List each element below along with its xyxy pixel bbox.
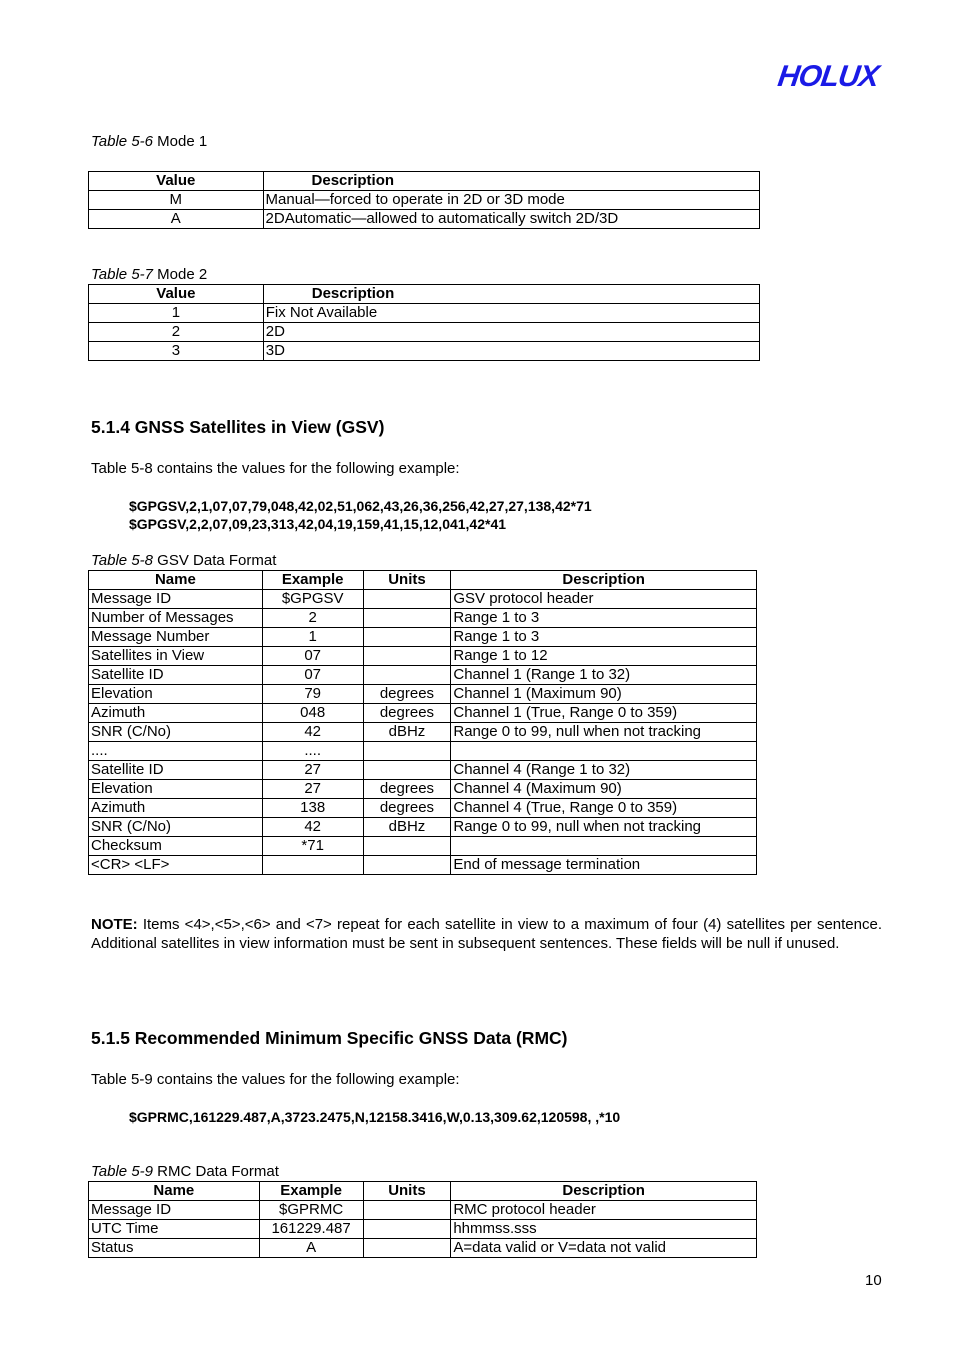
table-cell [451, 837, 757, 856]
table-cell: Satellite ID [89, 761, 263, 780]
table-cell: 3 [89, 342, 264, 361]
table-cell [451, 742, 757, 761]
table-row [89, 742, 757, 761]
table-row [89, 723, 757, 742]
gsv-note [91, 915, 882, 953]
note-text: Items <4>,<5>,<6> and <7> repeat for each satellite in view to a maximum of four (4) satellites per sentence. Additional satellites in view information must be sent in subsequent sentences. These fields will be null if unused. [91, 916, 883, 952]
note-label: NOTE: [91, 916, 138, 933]
table-cell: A [259, 1239, 363, 1258]
gsv-code-line-2: $GPGSV,2,2,07,09,23,313,42,04,19,159,41,15,12,041,42*41 [129, 516, 507, 532]
table-cell: Channel 4 (Maximum 90) [451, 780, 757, 799]
table-row [89, 837, 757, 856]
table-cell: 2 [262, 609, 363, 628]
table-cell: .... [262, 742, 363, 761]
caption-title: Mode 1 [157, 133, 208, 150]
table-cell: $GPGSV [262, 590, 363, 609]
table-row [89, 799, 757, 818]
table-cell: Channel 1 (Range 1 to 32) [451, 666, 757, 685]
table-row [89, 1239, 757, 1258]
column-header: Units [363, 571, 451, 590]
table-cell: Checksum [89, 837, 263, 856]
table-cell: Message ID [89, 1201, 260, 1220]
table-cell: Range 1 to 12 [451, 647, 757, 666]
table-5-9 [88, 1181, 757, 1258]
table-cell: degrees [363, 685, 451, 704]
rmc-intro: Table 5-9 contains the values for the following example: [91, 1071, 460, 1088]
table-cell: 2DAutomatic—allowed to automatically switch 2D/3D [263, 210, 759, 229]
table-cell: Satellites in View [89, 647, 263, 666]
table-row [89, 780, 757, 799]
table-header-row [89, 571, 757, 590]
table-header-row [89, 172, 760, 191]
table-cell: End of message termination [451, 856, 757, 875]
table-cell: SNR (C/No) [89, 818, 263, 837]
caption-label: Table 5-8 [91, 552, 153, 569]
table-cell [363, 628, 451, 647]
table-cell: SNR (C/No) [89, 723, 263, 742]
caption-title: RMC Data Format [157, 1163, 279, 1180]
column-header: Name [89, 1182, 260, 1201]
caption-label: Table 5-9 [91, 1163, 153, 1180]
table-cell [363, 647, 451, 666]
table-cell: 1 [89, 304, 264, 323]
table-cell: degrees [363, 704, 451, 723]
column-header: Units [363, 1182, 451, 1201]
table-row [89, 704, 757, 723]
table-cell: degrees [363, 799, 451, 818]
table-cell: A=data valid or V=data not valid [451, 1239, 757, 1258]
table-cell: 27 [262, 780, 363, 799]
table-row [89, 856, 757, 875]
table-row [89, 685, 757, 704]
table-cell: Manual—forced to operate in 2D or 3D mode [263, 191, 759, 210]
table-cell: Message ID [89, 590, 263, 609]
table-cell: Range 1 to 3 [451, 609, 757, 628]
table-cell: 27 [262, 761, 363, 780]
table-cell: .... [89, 742, 263, 761]
gsv-intro: Table 5-8 contains the values for the following example: [91, 460, 460, 477]
table-cell: 048 [262, 704, 363, 723]
table-cell: 07 [262, 666, 363, 685]
table-cell: Range 0 to 99, null when not tracking [451, 818, 757, 837]
table-5-7-caption [91, 266, 207, 284]
table-cell: $GPRMC [259, 1201, 363, 1220]
table-row [89, 1220, 757, 1239]
table-cell: GSV protocol header [451, 590, 757, 609]
table-row [89, 191, 760, 210]
table-cell: 2 [89, 323, 264, 342]
table-row [89, 210, 760, 229]
column-header: Example [259, 1182, 363, 1201]
table-cell: Number of Messages [89, 609, 263, 628]
table-cell: 2D [263, 323, 759, 342]
table-cell: Range 1 to 3 [451, 628, 757, 647]
table-row [89, 818, 757, 837]
table-row [89, 342, 760, 361]
table-row [89, 647, 757, 666]
table-row [89, 323, 760, 342]
table-cell: dBHz [363, 723, 451, 742]
table-cell: RMC protocol header [451, 1201, 757, 1220]
table-cell [363, 590, 451, 609]
column-header: Description [263, 285, 759, 304]
table-5-8-caption [91, 552, 276, 570]
table-5-6 [88, 171, 760, 229]
table-cell [363, 1220, 451, 1239]
column-header: Value [89, 285, 264, 304]
table-cell: Azimuth [89, 799, 263, 818]
section-heading-gsv: 5.1.4 GNSS Satellites in View (GSV) [91, 417, 385, 437]
table-cell: 42 [262, 818, 363, 837]
table-cell: 07 [262, 647, 363, 666]
holux-logo: HOLUX [775, 60, 881, 93]
table-cell: A [89, 210, 264, 229]
table-row [89, 1201, 757, 1220]
table-cell: Fix Not Available [263, 304, 759, 323]
caption-title: Mode 2 [157, 266, 208, 283]
table-cell [363, 609, 451, 628]
table-row [89, 666, 757, 685]
table-cell: 3D [263, 342, 759, 361]
caption-label: Table 5-7 [91, 266, 153, 283]
table-cell: Message Number [89, 628, 263, 647]
table-cell: Range 0 to 99, null when not tracking [451, 723, 757, 742]
table-cell: 79 [262, 685, 363, 704]
table-cell: Channel 1 (True, Range 0 to 359) [451, 704, 757, 723]
table-cell [363, 742, 451, 761]
table-cell [363, 1239, 451, 1258]
table-row [89, 628, 757, 647]
table-cell: 1 [262, 628, 363, 647]
table-row [89, 590, 757, 609]
table-cell: <CR> <LF> [89, 856, 263, 875]
column-header: Name [89, 571, 263, 590]
table-cell: *71 [262, 837, 363, 856]
table-cell: 161229.487 [259, 1220, 363, 1239]
table-row [89, 304, 760, 323]
table-5-6-caption [91, 133, 207, 151]
table-row [89, 609, 757, 628]
table-cell: degrees [363, 780, 451, 799]
column-header: Value [89, 172, 264, 191]
table-cell: M [89, 191, 264, 210]
caption-label: Table 5-6 [91, 133, 153, 150]
table-cell: Elevation [89, 780, 263, 799]
table-cell: Channel 1 (Maximum 90) [451, 685, 757, 704]
table-cell: dBHz [363, 818, 451, 837]
table-cell: Elevation [89, 685, 263, 704]
rmc-code-line: $GPRMC,161229.487,A,3723.2475,N,12158.3416,W,0.13,309.62,120598, ,*10 [129, 1109, 621, 1125]
table-cell: UTC Time [89, 1220, 260, 1239]
table-5-8 [88, 570, 757, 875]
table-cell: Satellite ID [89, 666, 263, 685]
column-header: Description [263, 172, 759, 191]
table-cell: 138 [262, 799, 363, 818]
table-cell: hhmmss.sss [451, 1220, 757, 1239]
section-heading-rmc: 5.1.5 Recommended Minimum Specific GNSS Data (RMC) [91, 1028, 568, 1048]
table-header-row [89, 285, 760, 304]
table-cell [363, 1201, 451, 1220]
table-cell: Azimuth [89, 704, 263, 723]
gsv-code-line-1: $GPGSV,2,1,07,07,79,048,42,02,51,062,43,26,36,256,42,27,27,138,42*71 [129, 498, 592, 514]
caption-title: GSV Data Format [157, 552, 277, 569]
table-cell: Channel 4 (Range 1 to 32) [451, 761, 757, 780]
column-header: Description [451, 571, 757, 590]
table-cell [262, 856, 363, 875]
table-cell [363, 837, 451, 856]
table-cell [363, 761, 451, 780]
column-header: Description [451, 1182, 757, 1201]
table-cell [363, 666, 451, 685]
table-cell: 42 [262, 723, 363, 742]
table-row [89, 761, 757, 780]
table-cell: Channel 4 (True, Range 0 to 359) [451, 799, 757, 818]
table-5-7 [88, 284, 760, 361]
table-5-9-caption [91, 1163, 279, 1181]
page-number: 10 [865, 1272, 882, 1289]
column-header: Example [262, 571, 363, 590]
table-cell: Status [89, 1239, 260, 1258]
table-header-row [89, 1182, 757, 1201]
table-cell [363, 856, 451, 875]
